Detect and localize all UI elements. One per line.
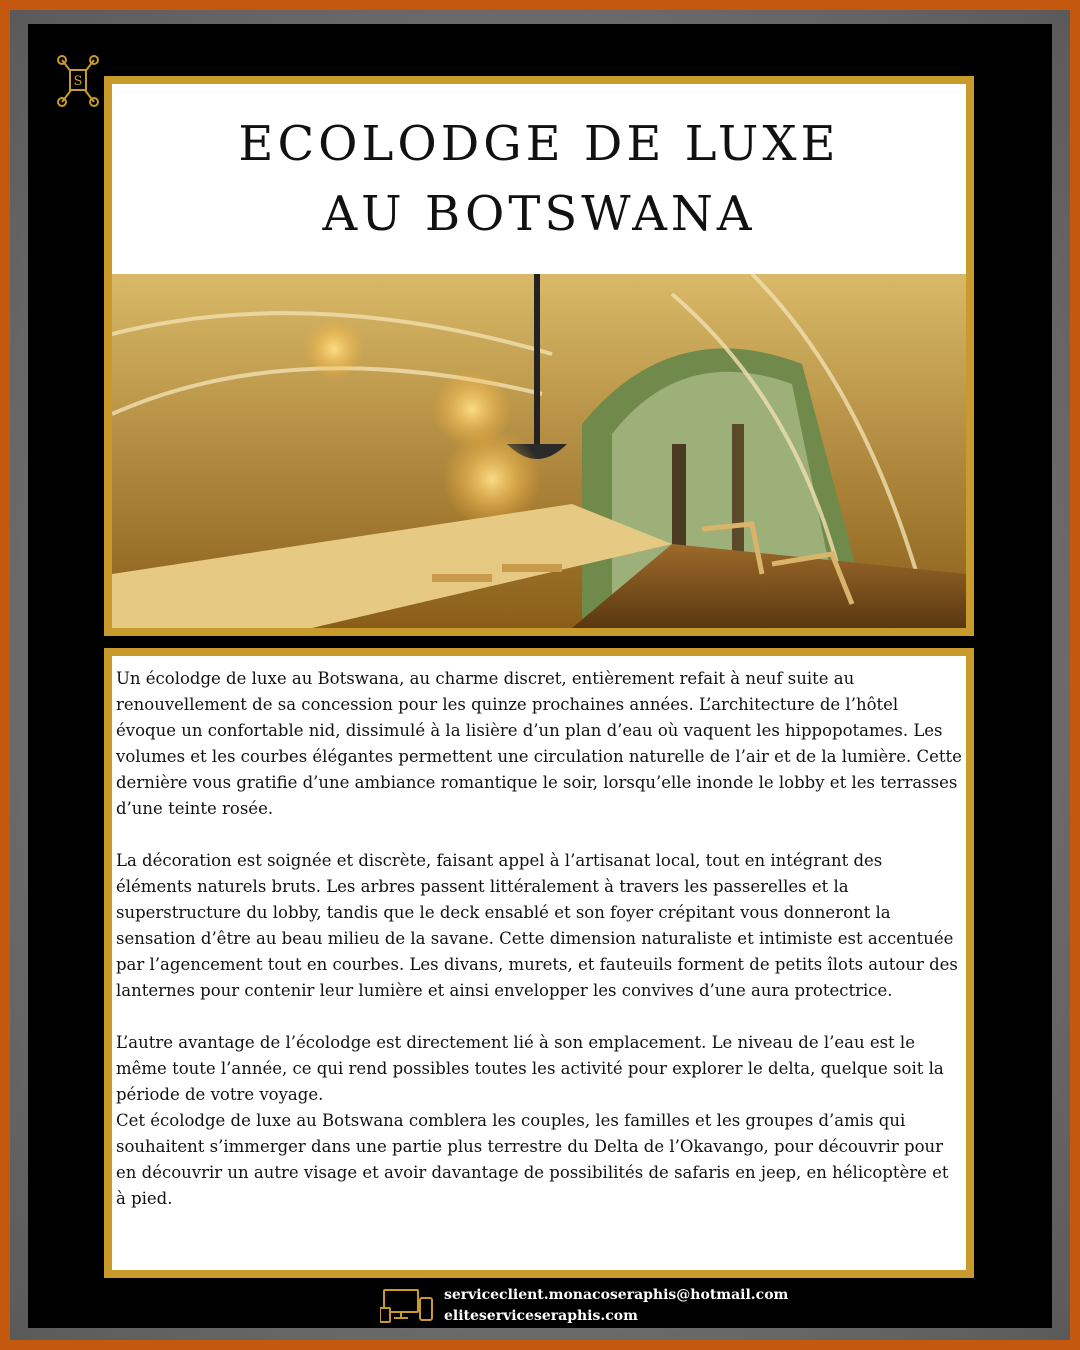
description-box bbox=[112, 656, 966, 1270]
logo-letter: S bbox=[73, 74, 83, 89]
contact-email[interactable]: serviceclient.monacoseraphis@hotmail.com bbox=[444, 1287, 789, 1303]
lodge-interior-photo bbox=[112, 274, 966, 628]
contact-website[interactable]: eliteserviceseraphis.com bbox=[444, 1308, 638, 1324]
title-box bbox=[112, 84, 966, 274]
devices-icon bbox=[380, 1288, 436, 1324]
page-title: ECOLODGE DE LUXE AU BOTSWANA bbox=[238, 116, 840, 242]
contact-details bbox=[444, 1285, 788, 1327]
crossed-keys-logo-icon bbox=[56, 52, 100, 110]
paragraph-2: La décoration est soignée et discrète, faisant appel à l’artisanat local, tout en intégrant des éléments naturels bruts. Les arbres passent littéralement à travers les passerelles et la superstructure du lobby, tandis que le deck ensablé et son foyer crépitant vous donneront la sensation d’être au beau milieu de la savane. Cette dimension naturaliste et intimiste est accentuée par l’agencement tout en courbes. Les divans, murets, et fauteuils forment de petits îlots autour des lanternes pour contenir leur lumière et ainsi envelopper les convives d’une aura protectrice. bbox=[116, 851, 958, 1000]
description-panel bbox=[104, 648, 974, 1278]
paragraph-1: Un écolodge de luxe au Botswana, au charme discret, entièrement refait à neuf suite au renouvellement de sa concession pour les quinze prochaines années. L’architecture de l’hôtel évoque un confortable nid, dissimulé à la lisière d’un plan d’eau où vaquent les hippopotames. Les volumes et les courbes élégantes permettent une circulation naturelle de l’air et de la lumière. Cette dernière vous gratifie d’une ambiance romantique le soir, lorsqu’elle inonde le lobby et les terrasses d’une teinte rosée. bbox=[116, 669, 962, 818]
paragraph-4: Cet écolodge de luxe au Botswana comblera les couples, les familles et les groupes d’amis qui souhaitent s’immerger dans une partie plus terrestre du Delta de l’Okavango, pour découvrir pour en découvrir un autre visage et avoir davantage de possibilités de safaris en jeep, en hélicoptère et à pied. bbox=[116, 1111, 949, 1208]
contact-footer bbox=[380, 1286, 788, 1326]
header-panel bbox=[104, 76, 974, 636]
paragraph-3: L’autre avantage de l’écolodge est directement lié à son emplacement. Le niveau de l’eau est le même toute l’année, ce qui rend possibles toutes les activité pour explorer le delta, quelque soit la période de votre voyage. bbox=[116, 1033, 944, 1104]
